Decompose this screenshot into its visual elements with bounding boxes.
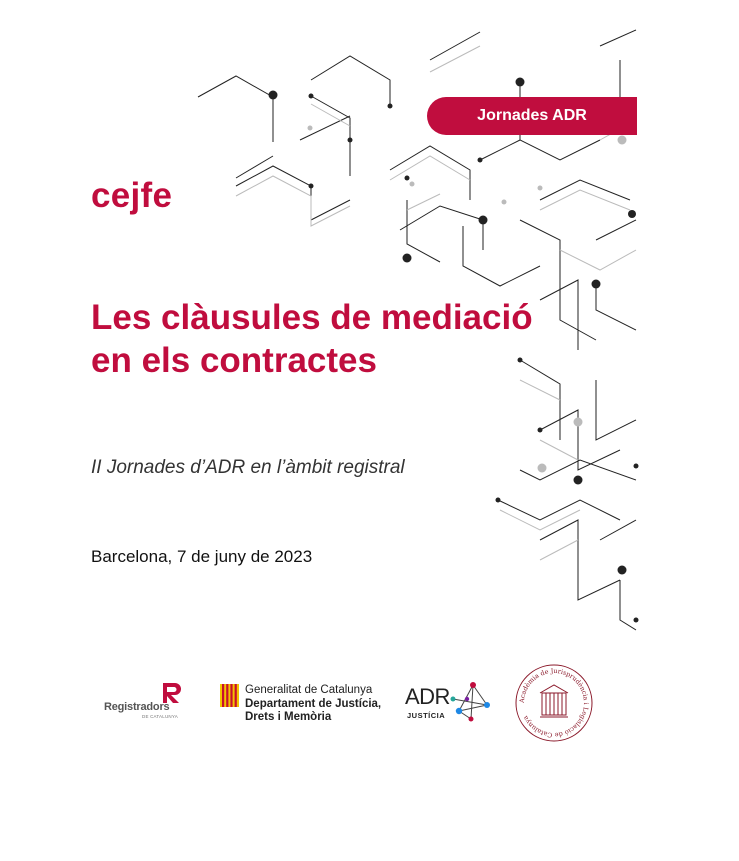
registradors-subtitle: DE CATALUNYA bbox=[142, 714, 178, 719]
network-nodes-icon bbox=[449, 681, 493, 723]
document-subtitle: II Jornades d’ADR en l’àmbit registral bbox=[91, 457, 405, 478]
registradors-logo bbox=[104, 681, 204, 721]
brand-cejfe: cejfe bbox=[91, 176, 173, 215]
academia-seal-text: Acadèmia de Jurisprudència i Legislació de Catalunya bbox=[517, 666, 591, 740]
generalitat-line-3: Drets i Memòria bbox=[245, 711, 332, 723]
adr-justicia-logo bbox=[405, 681, 490, 726]
tag-label: Jornades ADR bbox=[477, 107, 587, 124]
registradors-name: Registradors bbox=[104, 701, 170, 713]
catalan-flag-icon bbox=[220, 684, 239, 707]
title-line-1: Les clàusules de mediació bbox=[91, 298, 533, 337]
jornades-adr-tag bbox=[427, 97, 637, 135]
adr-word: ADR bbox=[405, 684, 450, 709]
adr-subtitle: JUSTÍCIA bbox=[407, 711, 446, 720]
generalitat-line-2: Departament de Justícia, bbox=[245, 698, 382, 710]
generalitat-line-1: Generalitat de Catalunya bbox=[245, 684, 373, 696]
academia-logo bbox=[514, 663, 594, 743]
generalitat-logo bbox=[220, 684, 395, 724]
place-date: Barcelona, 7 de juny de 2023 bbox=[91, 547, 313, 566]
title-line-2: en els contractes bbox=[91, 341, 377, 380]
academia-seal-icon bbox=[514, 663, 594, 743]
document-title bbox=[91, 296, 621, 382]
